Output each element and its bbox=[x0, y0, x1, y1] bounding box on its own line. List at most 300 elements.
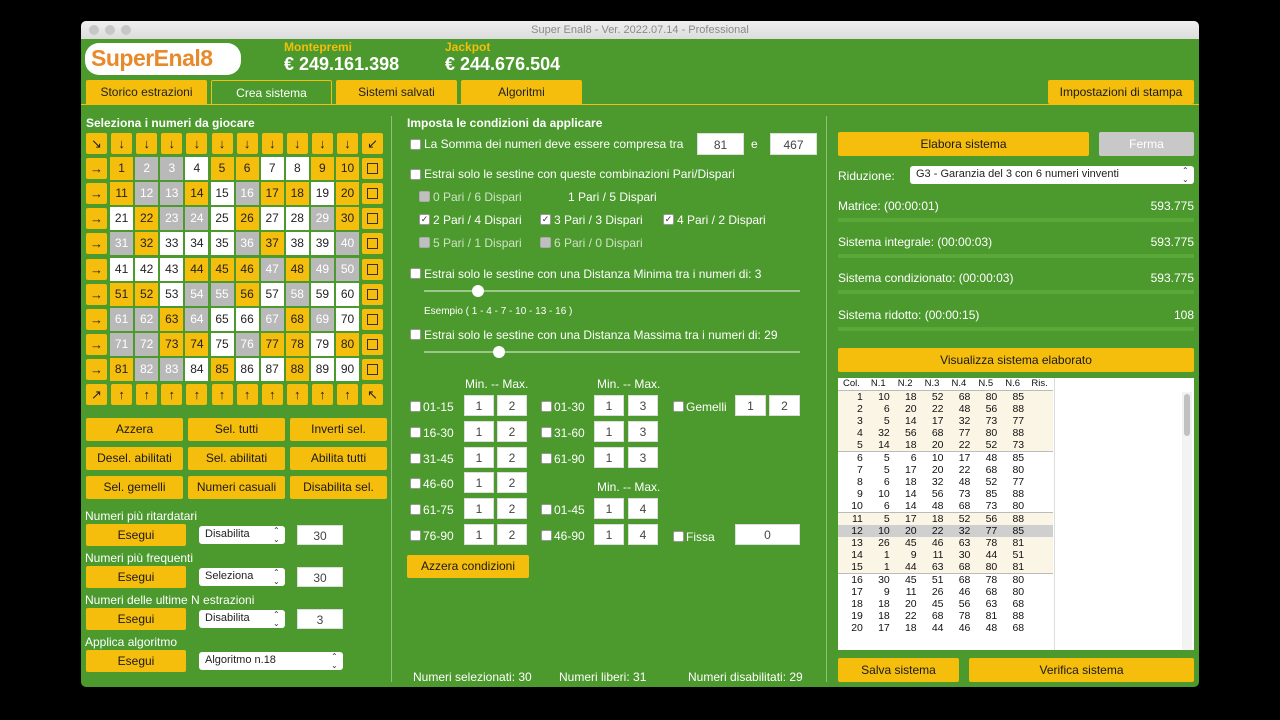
ris-cell bbox=[1026, 415, 1053, 427]
table-row[interactable] bbox=[838, 451, 1053, 464]
ferma-button[interactable]: Ferma bbox=[1099, 132, 1194, 156]
pari-dispari-option-checkbox[interactable]: ✓ bbox=[420, 214, 429, 224]
numeri-casuali-button[interactable]: Numeri casuali bbox=[188, 476, 285, 499]
number-cell: 9 bbox=[883, 585, 890, 598]
select-column-arrow-icon[interactable]: ↓ bbox=[186, 133, 207, 154]
range-checkbox[interactable] bbox=[410, 478, 421, 489]
ultime-count-input[interactable]: 3 bbox=[297, 609, 343, 629]
distanza-min-checkbox[interactable] bbox=[410, 268, 421, 279]
pari-dispari-option-checkbox[interactable]: ✓ bbox=[541, 214, 550, 224]
number-cell[interactable]: 34 bbox=[185, 232, 208, 255]
number-cell[interactable]: 29 bbox=[311, 207, 334, 230]
desel-abilitati-button[interactable]: Desel. abilitati bbox=[86, 447, 183, 470]
select-row-arrow-icon[interactable]: → bbox=[86, 208, 107, 229]
select-column-up-arrow-icon[interactable]: ↑ bbox=[161, 384, 182, 405]
ris-cell bbox=[1026, 525, 1053, 537]
stat-progress-bar bbox=[838, 218, 1194, 222]
number-cell[interactable]: 49 bbox=[311, 258, 334, 281]
number-cell: 48 bbox=[931, 499, 944, 512]
number-cell[interactable]: 5 bbox=[211, 157, 234, 180]
number-cell[interactable]: 89 bbox=[311, 358, 334, 381]
table-row[interactable] bbox=[838, 537, 1053, 549]
tab-algoritmi[interactable]: Algoritmi bbox=[461, 80, 582, 104]
select-antidiagonal-arrow-icon[interactable]: ↙ bbox=[362, 133, 383, 154]
number-cell[interactable]: 84 bbox=[185, 358, 208, 381]
row-index-cell: 16 bbox=[851, 573, 863, 586]
select-row-arrow-icon[interactable]: → bbox=[86, 183, 107, 204]
algoritmo-run-button[interactable]: Esegui bbox=[86, 650, 186, 672]
number-cell[interactable]: 26 bbox=[236, 207, 259, 230]
range-max-input[interactable]: 4 bbox=[628, 524, 658, 545]
gemelli-max-input[interactable]: 2 bbox=[769, 395, 800, 416]
number-cell: 14 bbox=[904, 499, 917, 512]
number-cell[interactable]: 36 bbox=[236, 232, 259, 255]
number-cell[interactable]: 31 bbox=[110, 232, 133, 255]
table-row[interactable] bbox=[838, 573, 1053, 586]
abilita-tutti-button[interactable]: Abilita tutti bbox=[290, 447, 387, 470]
number-cell[interactable]: 47 bbox=[261, 258, 284, 281]
number-cell[interactable]: 82 bbox=[135, 358, 158, 381]
number-cell[interactable]: 23 bbox=[160, 207, 183, 230]
number-cell[interactable]: 44 bbox=[185, 258, 208, 281]
row-toggle-checkbox[interactable] bbox=[362, 208, 383, 229]
stat-label: Matrice: (00:00:01) bbox=[838, 199, 939, 213]
range-min-input[interactable]: 1 bbox=[464, 421, 494, 442]
gemelli-checkbox[interactable] bbox=[673, 401, 684, 412]
number-cell[interactable]: 70 bbox=[336, 308, 359, 331]
row-index-cell: 15 bbox=[851, 560, 863, 573]
print-settings-button[interactable]: Impostazioni di stampa bbox=[1048, 80, 1194, 104]
number-cell[interactable]: 2 bbox=[135, 157, 158, 180]
number-cell: 56 bbox=[985, 512, 998, 525]
number-cell[interactable]: 88 bbox=[286, 358, 309, 381]
number-cell[interactable]: 90 bbox=[336, 358, 359, 381]
number-cell[interactable]: 15 bbox=[211, 182, 234, 205]
number-cell[interactable]: 67 bbox=[261, 308, 284, 331]
number-cell[interactable]: 19 bbox=[311, 182, 334, 205]
number-cell: 26 bbox=[878, 536, 890, 549]
table-row[interactable] bbox=[838, 512, 1053, 525]
select-row-arrow-icon[interactable]: → bbox=[86, 309, 107, 330]
table-header-cell: N.4 bbox=[951, 378, 967, 390]
number-cell[interactable]: 61 bbox=[110, 308, 133, 331]
select-diagonal-arrow-icon[interactable]: ↘ bbox=[86, 133, 107, 154]
somma-max-input[interactable]: 467 bbox=[770, 133, 817, 155]
range-min-input[interactable]: 1 bbox=[594, 395, 624, 416]
number-cell[interactable]: 53 bbox=[160, 283, 183, 306]
numeri-selezionati-status: Numeri selezionati: 30 bbox=[413, 670, 532, 684]
number-cell: 77 bbox=[985, 524, 998, 537]
range-max-input[interactable]: 3 bbox=[628, 447, 658, 468]
salva-sistema-button[interactable]: Salva sistema bbox=[838, 658, 959, 682]
range-min-input[interactable]: 1 bbox=[594, 421, 624, 442]
select-column-arrow-icon[interactable]: ↓ bbox=[212, 133, 233, 154]
number-cell: 52 bbox=[985, 475, 998, 488]
number-cell: 17 bbox=[958, 451, 971, 464]
number-cell[interactable]: 17 bbox=[261, 182, 284, 205]
number-cell[interactable]: 4 bbox=[185, 157, 208, 180]
zoom-window-button[interactable] bbox=[121, 25, 131, 35]
ritardatari-select[interactable]: Disabilita ⌃⌄ bbox=[199, 526, 285, 544]
row-index-cell: 11 bbox=[851, 512, 863, 525]
range-min-input[interactable]: 1 bbox=[594, 447, 624, 468]
number-cell: 18 bbox=[931, 512, 944, 525]
number-cell: 6 bbox=[910, 451, 917, 464]
range-max-input[interactable]: 2 bbox=[497, 447, 527, 468]
number-cell[interactable]: 27 bbox=[261, 207, 284, 230]
sel-gemelli-button[interactable]: Sel. gemelli bbox=[86, 476, 183, 499]
number-cell: 63 bbox=[958, 536, 971, 549]
select-row-arrow-icon[interactable]: → bbox=[86, 359, 107, 380]
select-column-up-arrow-icon[interactable]: ↑ bbox=[237, 384, 258, 405]
select-diagonal-up-arrow-icon[interactable]: ↗ bbox=[86, 384, 107, 405]
table-header-cell: N.2 bbox=[897, 378, 913, 390]
number-cell[interactable]: 32 bbox=[135, 232, 158, 255]
range-max-input[interactable]: 2 bbox=[497, 524, 527, 545]
table-row[interactable] bbox=[838, 427, 1053, 439]
select-column-up-arrow-icon[interactable]: ↑ bbox=[186, 384, 207, 405]
distanza-max-checkbox[interactable] bbox=[410, 329, 421, 340]
table-row[interactable] bbox=[838, 549, 1053, 561]
jackpot-value: € 244.676.504 bbox=[445, 54, 561, 74]
tab-crea-sistema[interactable]: Crea sistema bbox=[211, 80, 332, 104]
close-window-button[interactable] bbox=[89, 25, 99, 35]
range-label: 46-60 bbox=[423, 477, 454, 491]
table-scrollbar-thumb[interactable] bbox=[1184, 394, 1190, 436]
number-cell[interactable]: 11 bbox=[110, 182, 133, 205]
frequenti-run-button[interactable]: Esegui bbox=[86, 566, 186, 588]
number-cell[interactable]: 86 bbox=[236, 358, 259, 381]
select-column-up-arrow-icon[interactable]: ↑ bbox=[212, 384, 233, 405]
range-checkbox[interactable] bbox=[541, 530, 552, 541]
number-cell: 52 bbox=[958, 512, 971, 525]
pari-dispari-option-label: 6 Pari / 0 Dispari bbox=[554, 236, 643, 250]
number-cell: 18 bbox=[878, 597, 890, 610]
montepremi-value: € 249.161.398 bbox=[284, 54, 400, 74]
table-header-cell: Ris. bbox=[1031, 378, 1048, 390]
range-min-input[interactable]: 1 bbox=[464, 472, 494, 493]
select-row-arrow-icon[interactable]: → bbox=[86, 259, 107, 280]
select-column-arrow-icon[interactable]: ↓ bbox=[287, 133, 308, 154]
pari-dispari-option-checkbox[interactable] bbox=[419, 237, 430, 248]
range-checkbox[interactable] bbox=[541, 401, 552, 412]
number-cell[interactable]: 7 bbox=[261, 157, 284, 180]
number-cell[interactable]: 48 bbox=[286, 258, 309, 281]
pari-dispari-option-checkbox[interactable]: ✓ bbox=[664, 214, 673, 224]
logo bbox=[85, 43, 241, 75]
number-cell[interactable]: 33 bbox=[160, 232, 183, 255]
fissa-checkbox[interactable] bbox=[673, 531, 684, 542]
visualizza-sistema-button[interactable]: Visualizza sistema elaborato bbox=[838, 348, 1194, 372]
inverti-sel-button[interactable]: Inverti sel. bbox=[290, 418, 387, 441]
number-cell[interactable]: 72 bbox=[135, 333, 158, 356]
pari-dispari-option-checkbox[interactable] bbox=[419, 191, 430, 202]
number-cell[interactable]: 8 bbox=[286, 157, 309, 180]
number-cell[interactable]: 80 bbox=[336, 333, 359, 356]
range-label: 61-90 bbox=[554, 452, 585, 466]
number-cell: 51 bbox=[931, 573, 944, 586]
azzera-button[interactable]: Azzera bbox=[86, 418, 183, 441]
elabora-sistema-button[interactable]: Elabora sistema bbox=[838, 132, 1089, 156]
range-max-input[interactable]: 2 bbox=[497, 421, 527, 442]
select-column-arrow-icon[interactable]: ↓ bbox=[237, 133, 258, 154]
table-row[interactable] bbox=[838, 561, 1053, 574]
number-cell[interactable]: 64 bbox=[185, 308, 208, 331]
range-checkbox[interactable] bbox=[541, 504, 552, 515]
system-table[interactable] bbox=[838, 378, 1194, 650]
ris-cell bbox=[1026, 439, 1053, 452]
table-header-row bbox=[838, 378, 1053, 390]
range-max-input[interactable]: 2 bbox=[497, 498, 527, 519]
number-cell[interactable]: 55 bbox=[211, 283, 234, 306]
table-row[interactable] bbox=[838, 598, 1053, 610]
number-cell[interactable]: 68 bbox=[286, 308, 309, 331]
select-column-up-arrow-icon[interactable]: ↑ bbox=[312, 384, 333, 405]
range-min-input[interactable]: 1 bbox=[464, 395, 494, 416]
ris-cell bbox=[1026, 476, 1053, 488]
tab-storico[interactable]: Storico estrazioni bbox=[86, 80, 207, 104]
number-cell[interactable]: 66 bbox=[236, 308, 259, 331]
number-grid bbox=[86, 133, 386, 407]
number-cell[interactable]: 37 bbox=[261, 232, 284, 255]
number-cell: 10 bbox=[878, 487, 890, 500]
row-toggle-checkbox[interactable] bbox=[362, 334, 383, 355]
number-cell: 45 bbox=[904, 536, 917, 549]
number-cell[interactable]: 77 bbox=[261, 333, 284, 356]
number-cell: 26 bbox=[931, 585, 944, 598]
number-cell[interactable]: 1 bbox=[110, 157, 133, 180]
ultime-select[interactable]: Disabilita ⌃⌄ bbox=[199, 610, 285, 628]
select-antidiagonal-up-arrow-icon[interactable]: ↖ bbox=[362, 384, 383, 405]
riduzione-label: Riduzione: bbox=[838, 169, 895, 183]
number-cell[interactable]: 39 bbox=[311, 232, 334, 255]
algoritmo-select[interactable]: Algoritmo n.18 ⌃⌄ bbox=[199, 652, 343, 670]
number-cell: 5 bbox=[883, 451, 890, 464]
table-row[interactable] bbox=[838, 500, 1053, 513]
table-row[interactable] bbox=[838, 390, 1053, 403]
number-cell[interactable]: 57 bbox=[261, 283, 284, 306]
range-label: 31-60 bbox=[554, 426, 585, 440]
number-cell[interactable]: 58 bbox=[286, 283, 309, 306]
number-cell: 48 bbox=[958, 402, 971, 415]
left-divider bbox=[391, 116, 392, 682]
select-row-arrow-icon[interactable]: → bbox=[86, 158, 107, 179]
range-max-input[interactable]: 2 bbox=[497, 395, 527, 416]
number-cell[interactable]: 28 bbox=[286, 207, 309, 230]
number-cell[interactable]: 12 bbox=[135, 182, 158, 205]
number-cell[interactable]: 6 bbox=[236, 157, 259, 180]
select-row-arrow-icon[interactable]: → bbox=[86, 284, 107, 305]
range-checkbox[interactable] bbox=[410, 401, 421, 412]
row-toggle-checkbox[interactable] bbox=[362, 359, 383, 380]
number-cell[interactable]: 75 bbox=[211, 333, 234, 356]
range-checkbox[interactable] bbox=[541, 453, 552, 464]
range-label: 76-90 bbox=[423, 529, 454, 543]
sel-abilitati-button[interactable]: Sel. abilitati bbox=[188, 447, 285, 470]
row-index-cell: 17 bbox=[851, 585, 863, 598]
pari-dispari-checkbox[interactable] bbox=[410, 169, 421, 180]
row-toggle-checkbox[interactable] bbox=[362, 233, 383, 254]
pari-dispari-option-checkbox[interactable] bbox=[540, 237, 551, 248]
system-table-grid bbox=[838, 378, 1053, 634]
number-cell[interactable]: 45 bbox=[211, 258, 234, 281]
select-column-up-arrow-icon[interactable]: ↑ bbox=[111, 384, 132, 405]
number-cell[interactable]: 42 bbox=[135, 258, 158, 281]
select-column-up-arrow-icon[interactable]: ↑ bbox=[337, 384, 358, 405]
number-cell[interactable]: 78 bbox=[286, 333, 309, 356]
range-min-input[interactable]: 1 bbox=[464, 447, 494, 468]
ritardatari-run-button[interactable]: Esegui bbox=[86, 524, 186, 546]
number-cell[interactable]: 21 bbox=[110, 207, 133, 230]
number-cell: 78 bbox=[958, 609, 971, 622]
number-cell[interactable]: 79 bbox=[311, 333, 334, 356]
number-cell: 88 bbox=[1012, 512, 1025, 525]
distanza-min-slider-knob[interactable] bbox=[472, 285, 484, 297]
number-cell: 51 bbox=[1012, 548, 1025, 561]
number-cell[interactable]: 9 bbox=[311, 157, 334, 180]
select-column-arrow-icon[interactable]: ↓ bbox=[262, 133, 283, 154]
frequenti-count-input[interactable]: 30 bbox=[297, 567, 343, 587]
select-column-arrow-icon[interactable]: ↓ bbox=[136, 133, 157, 154]
somma-min-input[interactable]: 81 bbox=[697, 133, 744, 155]
number-cell[interactable]: 24 bbox=[185, 207, 208, 230]
frequenti-select[interactable]: Seleziona ⌃⌄ bbox=[199, 568, 285, 586]
numeri-liberi-status: Numeri liberi: 31 bbox=[559, 670, 647, 684]
somma-checkbox[interactable] bbox=[410, 139, 421, 150]
number-cell[interactable]: 3 bbox=[160, 157, 183, 180]
number-cell: 46 bbox=[931, 536, 944, 549]
range-min-input[interactable]: 1 bbox=[464, 524, 494, 545]
number-cell[interactable]: 40 bbox=[336, 232, 359, 255]
verifica-sistema-button[interactable]: Verifica sistema bbox=[969, 658, 1194, 682]
gemelli-min-input[interactable]: 1 bbox=[735, 395, 766, 416]
azzera-condizioni-button[interactable]: Azzera condizioni bbox=[407, 555, 529, 578]
table-row[interactable] bbox=[838, 622, 1053, 634]
number-cell[interactable]: 87 bbox=[261, 358, 284, 381]
table-row[interactable] bbox=[838, 610, 1053, 622]
select-column-arrow-icon[interactable]: ↓ bbox=[111, 133, 132, 154]
distanza-max-slider-track bbox=[424, 351, 800, 353]
number-cell[interactable]: 65 bbox=[211, 308, 234, 331]
row-toggle-checkbox[interactable] bbox=[362, 309, 383, 330]
number-cell[interactable]: 20 bbox=[336, 182, 359, 205]
range-max-input[interactable]: 3 bbox=[628, 395, 658, 416]
number-cell[interactable]: 69 bbox=[311, 308, 334, 331]
table-row[interactable] bbox=[838, 488, 1053, 500]
number-cell[interactable]: 52 bbox=[135, 283, 158, 306]
table-row[interactable] bbox=[838, 525, 1053, 537]
range-max-input[interactable]: 4 bbox=[628, 498, 658, 519]
riduzione-select[interactable]: G3 - Garanzia del 3 con 6 numeri vinventi ⌃⌄ bbox=[910, 166, 1194, 184]
number-cell[interactable]: 30 bbox=[336, 207, 359, 230]
number-cell[interactable]: 56 bbox=[236, 283, 259, 306]
number-cell[interactable]: 14 bbox=[185, 182, 208, 205]
range-checkbox[interactable] bbox=[410, 453, 421, 464]
number-cell[interactable]: 76 bbox=[236, 333, 259, 356]
range-checkbox[interactable] bbox=[410, 427, 421, 438]
number-cell[interactable]: 10 bbox=[336, 157, 359, 180]
table-scrollbar[interactable] bbox=[1182, 392, 1192, 650]
number-cell[interactable]: 63 bbox=[160, 308, 183, 331]
tab-sistemi-salvati[interactable]: Sistemi salvati bbox=[336, 80, 457, 104]
number-cell[interactable]: 71 bbox=[110, 333, 133, 356]
range-max-input[interactable]: 3 bbox=[628, 421, 658, 442]
select-column-up-arrow-icon[interactable]: ↑ bbox=[262, 384, 283, 405]
number-cell[interactable]: 25 bbox=[211, 207, 234, 230]
right-divider bbox=[826, 116, 827, 682]
number-cell: 20 bbox=[931, 438, 944, 451]
disabilita-sel-button[interactable]: Disabilita sel. bbox=[290, 476, 387, 499]
row-toggle-checkbox[interactable] bbox=[362, 183, 383, 204]
number-cell[interactable]: 62 bbox=[135, 308, 158, 331]
range-max-input[interactable]: 2 bbox=[497, 472, 527, 493]
number-cell[interactable]: 22 bbox=[135, 207, 158, 230]
number-cell[interactable]: 35 bbox=[211, 232, 234, 255]
minimize-window-button[interactable] bbox=[105, 25, 115, 35]
ultime-run-button[interactable]: Esegui bbox=[86, 608, 186, 630]
range-checkbox[interactable] bbox=[541, 427, 552, 438]
number-cell: 14 bbox=[904, 414, 917, 427]
number-cell[interactable]: 83 bbox=[160, 358, 183, 381]
number-cell[interactable]: 59 bbox=[311, 283, 334, 306]
number-cell[interactable]: 74 bbox=[185, 333, 208, 356]
number-cell[interactable]: 41 bbox=[110, 258, 133, 281]
sel-tutti-button[interactable]: Sel. tutti bbox=[188, 418, 285, 441]
table-row[interactable] bbox=[838, 476, 1053, 488]
number-cell[interactable]: 73 bbox=[160, 333, 183, 356]
number-cell[interactable]: 50 bbox=[336, 258, 359, 281]
number-cell[interactable]: 85 bbox=[211, 358, 234, 381]
number-cell[interactable]: 81 bbox=[110, 358, 133, 381]
fissa-input[interactable]: 0 bbox=[735, 524, 800, 545]
row-toggle-checkbox[interactable] bbox=[362, 158, 383, 179]
range-checkbox[interactable] bbox=[410, 530, 421, 541]
select-column-up-arrow-icon[interactable]: ↑ bbox=[136, 384, 157, 405]
number-cell[interactable]: 54 bbox=[185, 283, 208, 306]
number-cell: 80 bbox=[1012, 499, 1025, 512]
number-cell[interactable]: 46 bbox=[236, 258, 259, 281]
select-column-up-arrow-icon[interactable]: ↑ bbox=[287, 384, 308, 405]
select-column-arrow-icon[interactable]: ↓ bbox=[161, 133, 182, 154]
table-row[interactable] bbox=[838, 415, 1053, 427]
number-cell: 44 bbox=[985, 548, 998, 561]
number-cell[interactable]: 18 bbox=[286, 182, 309, 205]
ritardatari-count-input[interactable]: 30 bbox=[297, 525, 343, 545]
row-index-cell: 3 bbox=[857, 414, 863, 427]
number-cell[interactable]: 38 bbox=[286, 232, 309, 255]
number-cell[interactable]: 60 bbox=[336, 283, 359, 306]
select-row-arrow-icon[interactable]: → bbox=[86, 233, 107, 254]
table-row[interactable] bbox=[838, 464, 1053, 476]
table-row[interactable] bbox=[838, 586, 1053, 598]
select-column-arrow-icon[interactable]: ↓ bbox=[337, 133, 358, 154]
range-min-input[interactable]: 1 bbox=[594, 498, 624, 519]
row-toggle-checkbox[interactable] bbox=[362, 284, 383, 305]
number-cell[interactable]: 16 bbox=[236, 182, 259, 205]
select-column-arrow-icon[interactable]: ↓ bbox=[312, 133, 333, 154]
distanza-max-slider-knob[interactable] bbox=[493, 346, 505, 358]
range-checkbox[interactable] bbox=[410, 504, 421, 515]
number-cell[interactable]: 51 bbox=[110, 283, 133, 306]
number-cell[interactable]: 43 bbox=[160, 258, 183, 281]
row-toggle-checkbox[interactable] bbox=[362, 259, 383, 280]
table-row[interactable] bbox=[838, 439, 1053, 452]
table-row[interactable] bbox=[838, 403, 1053, 415]
range-min-input[interactable]: 1 bbox=[594, 524, 624, 545]
select-row-arrow-icon[interactable]: → bbox=[86, 334, 107, 355]
number-cell[interactable]: 13 bbox=[160, 182, 183, 205]
range-min-input[interactable]: 1 bbox=[464, 498, 494, 519]
